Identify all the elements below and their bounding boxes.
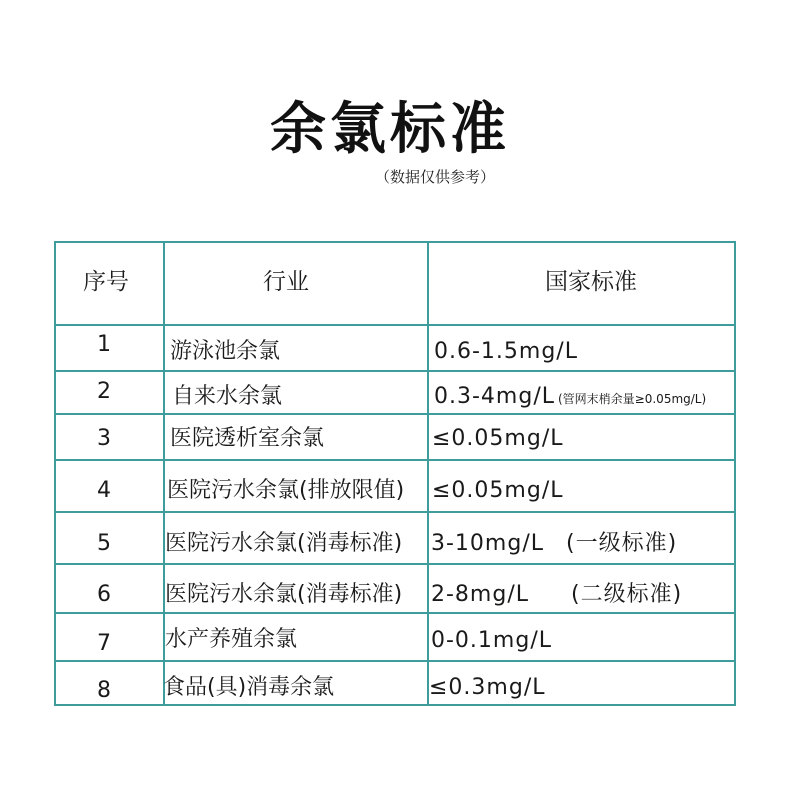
row-number: 5 bbox=[97, 531, 111, 556]
row-standard-note: (管网末梢余量≥0.05mg/L) bbox=[558, 392, 707, 406]
row-industry: 游泳池余氯 bbox=[170, 339, 281, 364]
row-industry: 自来水余氯 bbox=[172, 384, 283, 409]
row-industry: 水产养殖余氯 bbox=[165, 627, 298, 652]
chlorine-standard-table bbox=[54, 241, 736, 706]
row-standard bbox=[434, 383, 706, 413]
row-standard-level: (一级标准) bbox=[566, 531, 678, 556]
row-number: 3 bbox=[97, 426, 111, 451]
row-number: 7 bbox=[97, 631, 111, 656]
row-divider bbox=[56, 459, 734, 461]
row-standard-value: 3-10mg/L bbox=[431, 531, 544, 556]
row-standard: ≤0.3mg/L bbox=[429, 675, 546, 700]
row-industry: 医院污水余氯(消毒标准) bbox=[165, 582, 403, 607]
row-divider bbox=[56, 370, 734, 372]
row-standard bbox=[431, 530, 677, 558]
page-title: 余氯标准 bbox=[270, 97, 510, 162]
row-number: 1 bbox=[97, 332, 111, 357]
row-number: 8 bbox=[97, 678, 111, 703]
header-industry: 行业 bbox=[263, 269, 309, 295]
row-divider bbox=[56, 511, 734, 513]
row-standard-value: 2-8mg/L bbox=[431, 582, 529, 607]
row-standard: 0.6-1.5mg/L bbox=[434, 339, 578, 364]
row-standard-value: 0.3-4mg/L bbox=[434, 384, 555, 409]
row-standard bbox=[431, 581, 682, 609]
row-number: 2 bbox=[97, 379, 111, 404]
row-number: 6 bbox=[97, 582, 111, 607]
row-standard: ≤0.05mg/L bbox=[432, 478, 564, 503]
row-number: 4 bbox=[97, 478, 111, 503]
row-divider bbox=[56, 563, 734, 565]
row-standard: ≤0.05mg/L bbox=[432, 426, 564, 451]
row-divider bbox=[56, 324, 734, 326]
row-industry: 食品(具)消毒余氯 bbox=[163, 675, 335, 700]
row-divider bbox=[56, 413, 734, 415]
row-standard: 0-0.1mg/L bbox=[431, 628, 552, 653]
row-standard-level: (二级标准) bbox=[571, 582, 683, 607]
header-number: 序号 bbox=[83, 269, 129, 295]
row-industry: 医院污水余氯(排放限值) bbox=[167, 478, 405, 503]
row-industry: 医院透析室余氯 bbox=[170, 426, 325, 451]
header-national-standard: 国家标准 bbox=[545, 269, 637, 295]
row-divider bbox=[56, 612, 734, 614]
column-divider bbox=[427, 243, 429, 704]
row-industry: 医院污水余氯(消毒标准) bbox=[165, 531, 403, 556]
row-divider bbox=[56, 660, 734, 662]
page-subtitle: （数据仅供参考） bbox=[375, 168, 496, 186]
